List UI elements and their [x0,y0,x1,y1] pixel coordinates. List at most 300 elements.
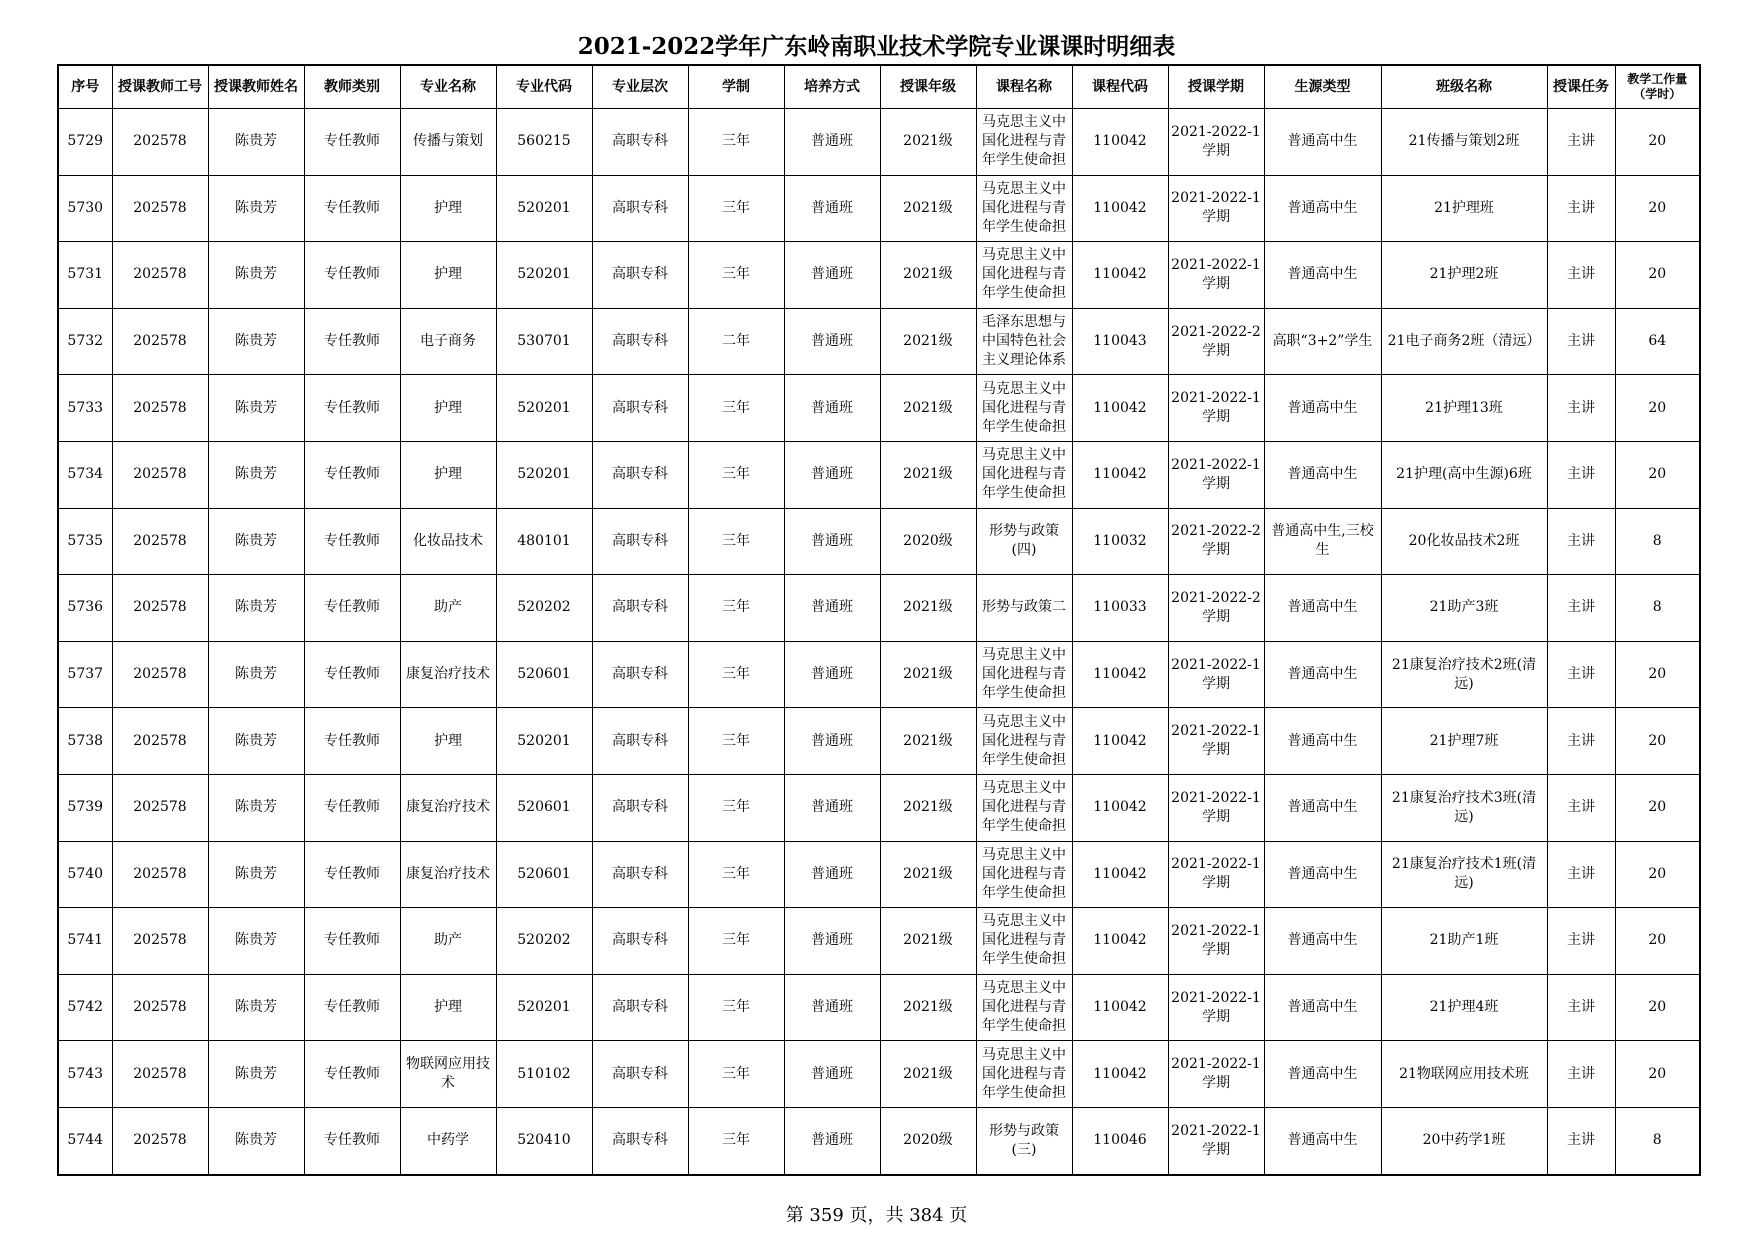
student-source-cell [1264,242,1381,309]
grade: 2021级 [903,1065,953,1082]
teacher-category: 专任教师 [324,399,380,416]
training-mode: 普通班 [811,1065,853,1082]
workload-hours-cell [1615,575,1700,642]
page-number: 第 359 页，共 384 页 [785,1205,968,1226]
teacher-id: 202578 [133,1065,187,1082]
course-name: 毛泽东思想与中国特色社会主义理论体系 [982,314,1066,369]
major-level: 高职专科 [612,399,668,416]
teacher-id-cell [112,1041,208,1108]
major-level-cell [592,974,688,1041]
training-mode: 普通班 [811,199,853,216]
major-code: 510102 [517,1065,571,1082]
teaching-task: 主讲 [1567,799,1595,816]
training-mode-cell [784,841,880,908]
teaching-task: 主讲 [1567,599,1595,616]
semester-cell [1168,575,1264,642]
student-source: 普通高中生 [1287,732,1358,749]
row-number-cell [58,908,112,975]
teacher-id: 202578 [133,932,187,949]
grade: 2021级 [903,865,953,882]
teacher-category-cell [304,974,400,1041]
major-code: 520201 [517,199,571,216]
program-length: 三年 [722,133,750,150]
major-level-cell [592,575,688,642]
major-name: 护理 [434,399,462,416]
course-name-cell [976,641,1072,708]
workload-hours-cell [1615,109,1700,176]
program-length-cell [688,974,784,1041]
teacher-id-cell [112,441,208,508]
teacher-id: 202578 [133,199,187,216]
training-mode-cell [784,308,880,375]
course-code: 110042 [1093,133,1147,150]
workload-hours: 20 [1648,865,1667,882]
teacher-name-cell [208,908,304,975]
major-code-cell [496,375,592,442]
teaching-task: 主讲 [1567,266,1595,283]
course-name-cell [976,708,1072,775]
column-header: 专业代码 [496,65,592,109]
major-name-cell [400,441,496,508]
column-header: 课程名称 [976,65,1072,109]
major-name: 助产 [434,599,462,616]
student-source-cell [1264,1107,1381,1174]
major-level: 高职专科 [612,599,668,616]
column-header: 授课教师姓名 [208,65,304,109]
teacher-name: 陈贵芳 [235,666,277,683]
class-name-cell [1381,375,1547,442]
training-mode-cell [784,708,880,775]
program-length: 三年 [722,932,750,949]
teaching-task-cell [1547,308,1615,375]
teacher-id-cell [112,375,208,442]
teacher-name: 陈贵芳 [235,865,277,882]
table-row [58,841,1700,908]
semester: 2021-2022-1学期 [1171,723,1261,759]
major-name: 康复治疗技术 [406,865,490,882]
major-name-cell [400,774,496,841]
row-number-cell [58,1041,112,1108]
semester: 2021-2022-1学期 [1171,456,1261,492]
course-code-cell [1072,641,1168,708]
teacher-id-cell [112,908,208,975]
teaching-task: 主讲 [1567,666,1595,683]
teaching-task-cell [1547,575,1615,642]
major-name-cell [400,908,496,975]
course-code: 110046 [1093,1132,1147,1149]
workload-hours: 8 [1652,599,1662,616]
major-level-cell [592,242,688,309]
teacher-name: 陈贵芳 [235,266,277,283]
row-number-cell [58,242,112,309]
teacher-name-cell [208,1041,304,1108]
semester: 2021-2022-1学期 [1171,656,1261,692]
teacher-name: 陈贵芳 [235,133,277,150]
row-number-cell [58,441,112,508]
workload-hours-cell [1615,242,1700,309]
course-code-cell [1072,575,1168,642]
teacher-category-cell [304,641,400,708]
course-code-cell [1072,242,1168,309]
column-header: 授课学期 [1168,65,1264,109]
row-number: 5742 [67,999,104,1016]
row-number-cell [58,375,112,442]
teacher-name: 陈贵芳 [235,466,277,483]
student-source: 普通高中生 [1287,865,1358,882]
major-code: 520202 [517,932,571,949]
column-header: 课程代码 [1072,65,1168,109]
major-level-cell [592,109,688,176]
student-source-cell [1264,1041,1381,1108]
column-header: 教学工作量（学时） [1615,65,1700,109]
program-length-cell [688,575,784,642]
teacher-id-cell [112,974,208,1041]
teaching-task-cell [1547,708,1615,775]
class-name: 21传播与策划2班 [1408,133,1520,150]
column-header: 学制 [688,65,784,109]
course-name: 马克思主义中国化进程与青年学生使命担 [982,846,1066,901]
class-name: 21护理13班 [1425,399,1503,416]
major-level-cell [592,774,688,841]
course-name-cell [976,441,1072,508]
course-name-cell [976,841,1072,908]
course-name: 马克思主义中国化进程与青年学生使命担 [982,913,1066,968]
grade: 2021级 [903,932,953,949]
teaching-task: 主讲 [1567,865,1595,882]
class-name: 21电子商务2班（清远） [1387,333,1541,350]
major-code: 520201 [517,732,571,749]
table-row [58,575,1700,642]
grade-cell [880,375,976,442]
program-length: 三年 [722,266,750,283]
class-name: 21物联网应用技术班 [1399,1065,1529,1082]
course-name: 形势与政策(四) [989,523,1059,559]
program-length-cell [688,109,784,176]
course-name: 马克思主义中国化进程与青年学生使命担 [982,1046,1066,1101]
student-source: 普通高中生 [1287,1065,1358,1082]
major-code: 520410 [517,1132,571,1149]
training-mode-cell [784,242,880,309]
teacher-name: 陈贵芳 [235,599,277,616]
major-level: 高职专科 [612,865,668,882]
course-code-cell [1072,508,1168,575]
row-number: 5729 [67,133,104,150]
teacher-id: 202578 [133,799,187,816]
class-name-cell [1381,1107,1547,1174]
major-code-cell [496,774,592,841]
program-length: 三年 [722,1065,750,1082]
program-length: 三年 [722,199,750,216]
training-mode: 普通班 [811,865,853,882]
semester-cell [1168,841,1264,908]
teacher-id-cell [112,175,208,242]
major-level-cell [592,1041,688,1108]
major-code: 520601 [517,666,571,683]
course-code: 110042 [1093,999,1147,1016]
major-code-cell [496,109,592,176]
major-code: 520601 [517,865,571,882]
teacher-name-cell [208,375,304,442]
semester: 2021-2022-1学期 [1171,1122,1261,1158]
major-code: 520202 [517,599,571,616]
training-mode-cell [784,375,880,442]
grade-cell [880,308,976,375]
program-length-cell [688,841,784,908]
table-row [58,641,1700,708]
grade: 2020级 [903,532,953,549]
teacher-name-cell [208,974,304,1041]
teacher-name: 陈贵芳 [235,799,277,816]
course-name: 马克思主义中国化进程与青年学生使命担 [982,114,1066,169]
row-number: 5738 [67,732,104,749]
major-name: 护理 [434,266,462,283]
table-body [58,109,1700,1175]
teacher-id: 202578 [133,466,187,483]
program-length-cell [688,774,784,841]
grade: 2021级 [903,732,953,749]
semester-cell [1168,974,1264,1041]
student-source: 普通高中生,三校生 [1271,523,1374,559]
teacher-name-cell [208,441,304,508]
student-source-cell [1264,508,1381,575]
teaching-task-cell [1547,1041,1615,1108]
teacher-name-cell [208,841,304,908]
teacher-name-cell [208,641,304,708]
teacher-category: 专任教师 [324,865,380,882]
major-level: 高职专科 [612,732,668,749]
major-code: 520201 [517,266,571,283]
teacher-id-cell [112,708,208,775]
program-length-cell [688,375,784,442]
semester-cell [1168,1041,1264,1108]
teacher-category-cell [304,508,400,575]
major-level: 高职专科 [612,1132,668,1149]
semester: 2021-2022-2学期 [1171,589,1261,625]
teaching-task: 主讲 [1567,133,1595,150]
major-level: 高职专科 [612,133,668,150]
class-name: 21护理7班 [1429,732,1499,749]
teacher-name: 陈贵芳 [235,333,277,350]
grade-cell [880,575,976,642]
teacher-id: 202578 [133,999,187,1016]
table-row [58,974,1700,1041]
teacher-category-cell [304,242,400,309]
program-length: 二年 [722,333,750,350]
semester-cell [1168,641,1264,708]
class-name: 21康复治疗技术1班(清远) [1391,856,1537,892]
workload-hours-cell [1615,841,1700,908]
workload-hours: 20 [1648,666,1667,683]
course-code: 110042 [1093,865,1147,882]
row-number: 5740 [67,865,104,882]
student-source-cell [1264,375,1381,442]
teacher-name-cell [208,774,304,841]
column-header: 专业层次 [592,65,688,109]
major-name: 传播与策划 [413,133,483,150]
class-name: 21护理2班 [1429,266,1499,283]
semester: 2021-2022-1学期 [1171,922,1261,958]
teaching-task: 主讲 [1567,399,1595,416]
teacher-category: 专任教师 [324,732,380,749]
row-number-cell [58,708,112,775]
course-name: 马克思主义中国化进程与青年学生使命担 [982,380,1066,435]
workload-hours: 20 [1648,199,1667,216]
student-source-cell [1264,974,1381,1041]
column-header: 培养方式 [784,65,880,109]
teacher-category: 专任教师 [324,466,380,483]
row-number: 5736 [67,599,104,616]
training-mode-cell [784,575,880,642]
course-name: 马克思主义中国化进程与青年学生使命担 [982,713,1066,768]
class-name-cell [1381,575,1547,642]
teacher-category-cell [304,708,400,775]
teaching-task-cell [1547,375,1615,442]
course-code-cell [1072,308,1168,375]
class-name-cell [1381,774,1547,841]
teacher-name-cell [208,242,304,309]
course-code: 110042 [1093,399,1147,416]
major-code-cell [496,908,592,975]
workload-hours: 20 [1648,932,1667,949]
course-name: 马克思主义中国化进程与青年学生使命担 [982,180,1066,235]
teaching-task-cell [1547,974,1615,1041]
teacher-name: 陈贵芳 [235,732,277,749]
teacher-name-cell [208,308,304,375]
major-name: 中药学 [427,1132,469,1149]
program-length: 三年 [722,1132,750,1149]
major-level: 高职专科 [612,932,668,949]
program-length-cell [688,508,784,575]
workload-hours-cell [1615,1107,1700,1174]
major-level-cell [592,441,688,508]
class-name: 21助产1班 [1429,932,1499,949]
table-row [58,175,1700,242]
semester-cell [1168,242,1264,309]
course-code: 110042 [1093,732,1147,749]
course-code-cell [1072,441,1168,508]
program-length: 三年 [722,865,750,882]
training-mode: 普通班 [811,666,853,683]
teaching-task-cell [1547,508,1615,575]
teacher-id: 202578 [133,532,187,549]
student-source-cell [1264,308,1381,375]
teaching-task: 主讲 [1567,1065,1595,1082]
table-row [58,308,1700,375]
major-name: 电子商务 [420,333,476,350]
program-length: 三年 [722,999,750,1016]
row-number-cell [58,1107,112,1174]
class-name: 21助产3班 [1429,599,1499,616]
major-name: 康复治疗技术 [406,799,490,816]
course-name-cell [976,1041,1072,1108]
teacher-category: 专任教师 [324,1065,380,1082]
training-mode-cell [784,908,880,975]
course-name-cell [976,375,1072,442]
program-length-cell [688,441,784,508]
grade: 2021级 [903,133,953,150]
teacher-name-cell [208,109,304,176]
table-row [58,375,1700,442]
major-name: 化妆品技术 [413,532,483,549]
student-source: 普通高中生 [1287,999,1358,1016]
table-header-row [58,65,1700,109]
grade-cell [880,441,976,508]
student-source: 普通高中生 [1287,799,1358,816]
course-code: 110032 [1093,532,1147,549]
class-name-cell [1381,175,1547,242]
training-mode-cell [784,974,880,1041]
class-name-cell [1381,1041,1547,1108]
workload-hours: 20 [1648,466,1667,483]
program-length-cell [688,908,784,975]
teacher-category-cell [304,908,400,975]
course-code-cell [1072,708,1168,775]
teacher-category: 专任教师 [324,799,380,816]
teaching-task: 主讲 [1567,333,1595,350]
course-name: 马克思主义中国化进程与青年学生使命担 [982,647,1066,702]
column-header: 专业名称 [400,65,496,109]
teacher-name-cell [208,575,304,642]
course-name: 马克思主义中国化进程与青年学生使命担 [982,247,1066,302]
student-source: 高职“3+2”学生 [1272,333,1373,350]
teacher-name: 陈贵芳 [235,1132,277,1149]
course-code-cell [1072,375,1168,442]
row-number-cell [58,109,112,176]
course-code: 110042 [1093,666,1147,683]
teacher-category-cell [304,441,400,508]
major-level-cell [592,508,688,575]
student-source-cell [1264,175,1381,242]
grade-cell [880,708,976,775]
teacher-category: 专任教师 [324,266,380,283]
table-row [58,774,1700,841]
training-mode: 普通班 [811,532,853,549]
major-name: 护理 [434,732,462,749]
teacher-id: 202578 [133,865,187,882]
class-name-cell [1381,308,1547,375]
teacher-id: 202578 [133,666,187,683]
student-source: 普通高中生 [1287,399,1358,416]
semester: 2021-2022-1学期 [1171,856,1261,892]
class-name-cell [1381,109,1547,176]
course-code: 110033 [1093,599,1147,616]
major-level: 高职专科 [612,199,668,216]
row-number: 5739 [67,799,104,816]
course-name-cell [976,908,1072,975]
table-row [58,1107,1700,1174]
program-length-cell [688,1041,784,1108]
grade: 2021级 [903,999,953,1016]
table-row [58,908,1700,975]
semester: 2021-2022-1学期 [1171,390,1261,426]
workload-hours: 8 [1652,1132,1662,1149]
teacher-id-cell [112,575,208,642]
workload-hours: 20 [1648,732,1667,749]
teacher-id: 202578 [133,133,187,150]
major-level: 高职专科 [612,666,668,683]
row-number-cell [58,841,112,908]
table-row [58,242,1700,309]
major-code: 520201 [517,399,571,416]
semester-cell [1168,1107,1264,1174]
program-length-cell [688,1107,784,1174]
program-length-cell [688,175,784,242]
course-name-cell [976,1107,1072,1174]
training-mode-cell [784,641,880,708]
teacher-id: 202578 [133,1132,187,1149]
major-name-cell [400,175,496,242]
course-code: 110042 [1093,1065,1147,1082]
